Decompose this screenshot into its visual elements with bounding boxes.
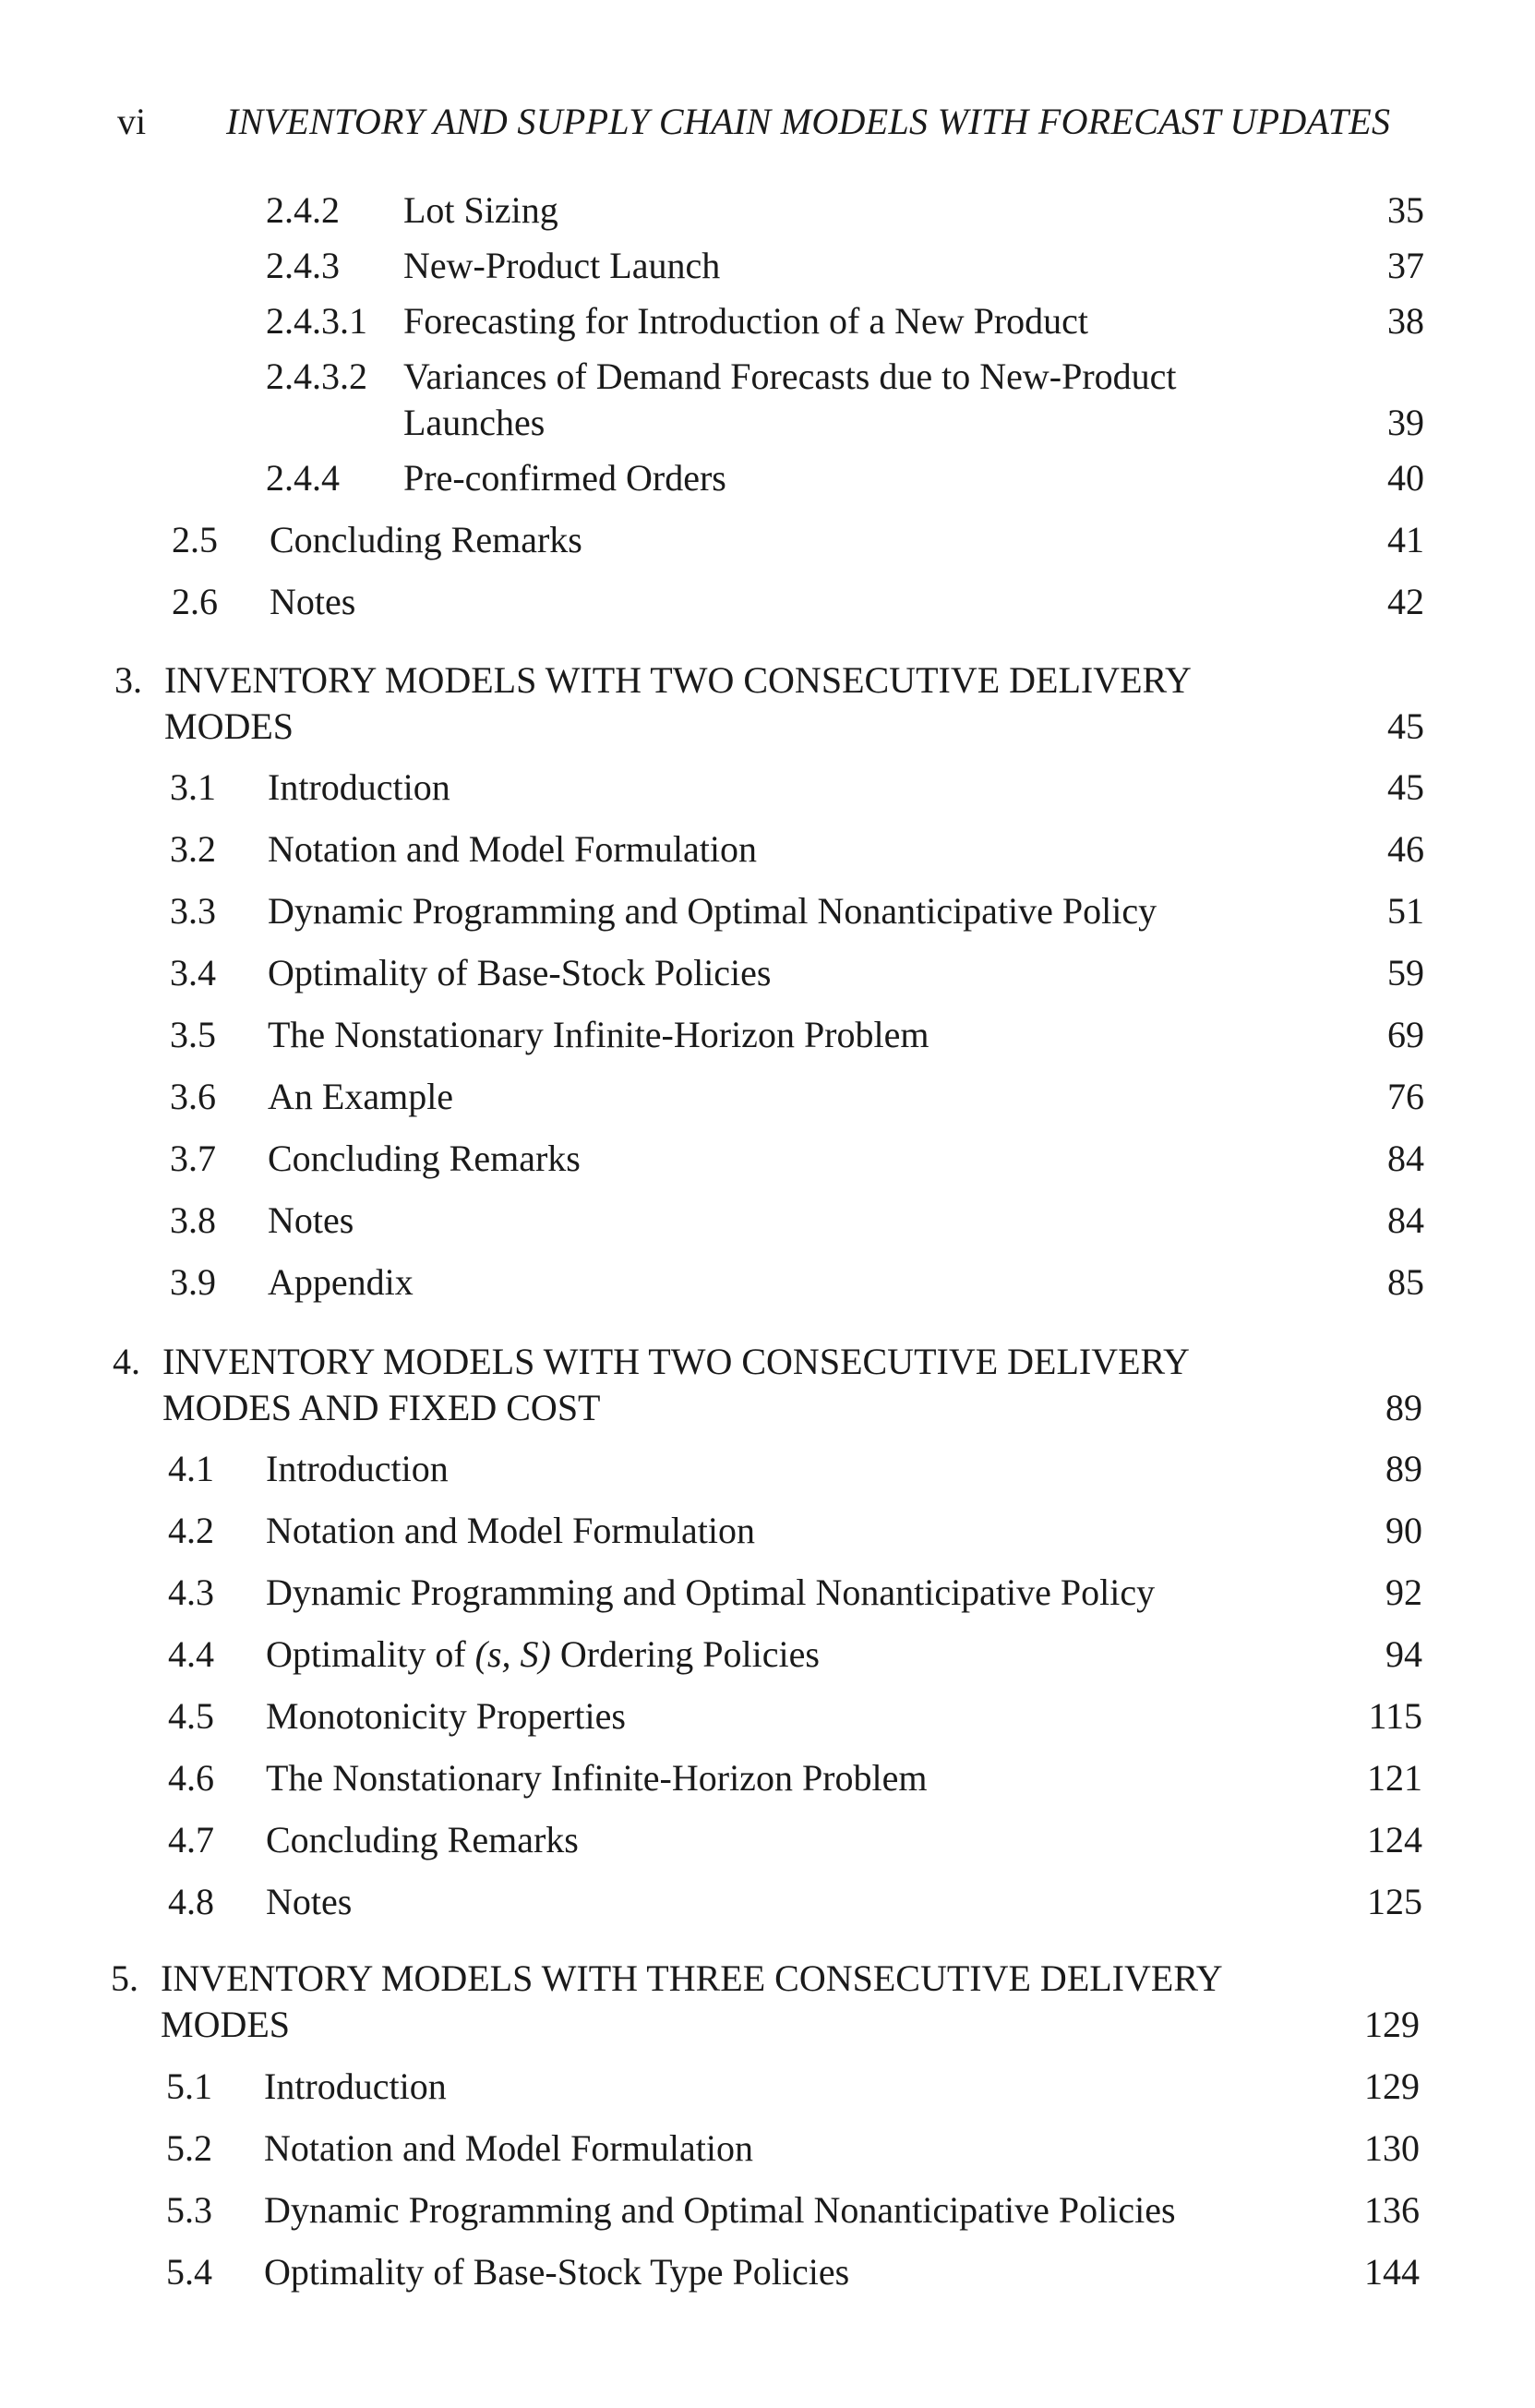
toc-entry-number: 4.5 xyxy=(168,1695,214,1737)
toc-entry-page: 45 xyxy=(1387,766,1424,808)
toc-entry-page: 89 xyxy=(1385,1448,1422,1489)
toc-entry-page: 76 xyxy=(1387,1076,1424,1117)
toc-entry-page: 41 xyxy=(1387,519,1424,560)
toc-entry-number: 4.7 xyxy=(168,1819,214,1860)
toc-entry-number: 4.2 xyxy=(168,1510,214,1551)
toc-entry-page: 59 xyxy=(1387,952,1424,993)
chapter-title-line1: INVENTORY MODELS WITH THREE CONSECUTIVE DELIVERY xyxy=(161,1957,1223,1999)
toc-entry-page: 69 xyxy=(1387,1014,1424,1055)
toc-entry-number: 4.6 xyxy=(168,1757,214,1799)
toc-entry-title: Dynamic Programming and Optimal Nonanticipative Policy xyxy=(268,890,1157,932)
toc-entry-title: Notation and Model Formulation xyxy=(268,828,757,870)
toc-entry-page: 94 xyxy=(1385,1633,1422,1675)
toc-entry-title: Notation and Model Formulation xyxy=(264,2127,753,2169)
toc-entry-number: 2.4.3.1 xyxy=(266,300,367,342)
toc-entry-page: 42 xyxy=(1387,581,1424,622)
toc-entry-title: Notes xyxy=(270,581,356,622)
toc-entry-number: 4.3 xyxy=(168,1571,214,1613)
running-title: INVENTORY AND SUPPLY CHAIN MODELS WITH FORECAST UPDATES xyxy=(226,101,1391,142)
toc-entry-title: The Nonstationary Infinite-Horizon Problem xyxy=(266,1757,928,1799)
chapter-title-line2: MODES xyxy=(161,2004,291,2045)
toc-entry-title: Introduction xyxy=(266,1448,449,1489)
toc-entry-page: 85 xyxy=(1387,1261,1424,1303)
toc-entry-title: The Nonstationary Infinite-Horizon Problem xyxy=(268,1014,929,1055)
toc-entry-page: 46 xyxy=(1387,828,1424,870)
toc-entry-page: 144 xyxy=(1364,2251,1420,2293)
toc-entry-page: 39 xyxy=(1387,402,1424,443)
toc-entry-title: Pre-confirmed Orders xyxy=(403,457,726,499)
toc-entry-title: Optimality of Base-Stock Policies xyxy=(268,952,772,993)
chapter-title-line1: INVENTORY MODELS WITH TWO CONSECUTIVE DELIVERY xyxy=(164,659,1192,701)
toc-entry-page: 115 xyxy=(1368,1695,1422,1737)
toc-entry-number: 2.4.4 xyxy=(266,457,340,499)
toc-entry-page: 35 xyxy=(1387,189,1424,231)
toc-entry-number: 3.2 xyxy=(170,828,216,870)
chapter-title-line2: MODES xyxy=(164,705,294,747)
toc-entry-page: 92 xyxy=(1385,1571,1422,1613)
toc-entry-title: Concluding Remarks xyxy=(266,1819,579,1860)
toc-entry-number: 2.5 xyxy=(172,519,218,560)
toc-entry-title-line1: Variances of Demand Forecasts due to New-Product xyxy=(403,355,1177,397)
page-number: vi xyxy=(117,101,147,142)
toc-entry-title: Notes xyxy=(266,1881,353,1922)
toc-entry-number: 5.3 xyxy=(166,2189,212,2231)
toc-entry-title-post: Ordering Policies xyxy=(550,1633,820,1675)
toc-entry-number: 3.4 xyxy=(170,952,216,993)
chapter-page: 129 xyxy=(1364,2004,1420,2045)
toc-entry-title: Dynamic Programming and Optimal Nonanticipative Policy xyxy=(266,1571,1156,1613)
toc-entry-title: Introduction xyxy=(268,766,450,808)
toc-entry-title: Monotonicity Properties xyxy=(266,1695,626,1737)
toc-entry-title: An Example xyxy=(268,1076,454,1117)
toc-entry-page: 125 xyxy=(1367,1881,1422,1922)
toc-entry-number: 3.9 xyxy=(170,1261,216,1303)
toc-entry-page: 121 xyxy=(1367,1757,1422,1799)
toc-entry-title: Concluding Remarks xyxy=(270,519,582,560)
toc-entry-title-line2: Launches xyxy=(403,402,546,443)
toc-entry-title: Introduction xyxy=(264,2065,447,2107)
toc-entry-number: 3.6 xyxy=(170,1076,216,1117)
chapter-number: 5. xyxy=(111,1957,138,1999)
toc-entry-number: 4.4 xyxy=(168,1633,214,1675)
toc-entry-title: Appendix xyxy=(268,1261,414,1303)
chapter-title-line1: INVENTORY MODELS WITH TWO CONSECUTIVE DELIVERY xyxy=(162,1341,1190,1382)
toc-entry-number: 2.4.3 xyxy=(266,245,340,286)
toc-entry-title: Optimality of Base-Stock Type Policies xyxy=(264,2251,850,2293)
toc-entry-title: Dynamic Programming and Optimal Nonanticipative Policies xyxy=(264,2189,1176,2231)
toc-entry-number: 5.4 xyxy=(166,2251,212,2293)
toc-entry-number: 5.2 xyxy=(166,2127,212,2169)
toc-entry-page: 84 xyxy=(1387,1199,1424,1241)
toc-entry-number: 3.3 xyxy=(170,890,216,932)
toc-entry-title: Lot Sizing xyxy=(403,189,558,231)
toc-entry-page: 124 xyxy=(1367,1819,1422,1860)
chapter-title-line2: MODES AND FIXED COST xyxy=(162,1387,601,1428)
toc-entry-page: 90 xyxy=(1385,1510,1422,1551)
toc-entry-title: Concluding Remarks xyxy=(268,1138,581,1179)
toc-entry-number: 2.6 xyxy=(172,581,218,622)
toc-entry-number: 2.4.3.2 xyxy=(266,355,367,397)
toc-entry-page: 38 xyxy=(1387,300,1424,342)
chapter-number: 3. xyxy=(114,659,142,701)
toc-entry-number: 3.1 xyxy=(170,766,216,808)
toc-entry-page: 51 xyxy=(1387,890,1424,932)
toc-entry-number: 3.5 xyxy=(170,1014,216,1055)
chapter-number: 4. xyxy=(113,1341,140,1382)
chapter-page: 45 xyxy=(1387,705,1424,747)
toc-entry-title: Forecasting for Introduction of a New Product xyxy=(403,300,1089,342)
toc-entry-number: 4.1 xyxy=(168,1448,214,1489)
toc-entry-title-pre: Optimality of xyxy=(266,1633,475,1675)
toc-entry-number: 4.8 xyxy=(168,1881,214,1922)
toc-entry-page: 37 xyxy=(1387,245,1424,286)
toc-entry-page: 84 xyxy=(1387,1138,1424,1179)
toc-entry-number: 3.8 xyxy=(170,1199,216,1241)
toc-entry-page: 129 xyxy=(1364,2065,1420,2107)
toc-entry-title: New-Product Launch xyxy=(403,245,721,286)
toc-entry-page: 136 xyxy=(1364,2189,1420,2231)
toc-entry-number: 3.7 xyxy=(170,1138,216,1179)
toc-entry-title xyxy=(266,1631,820,1678)
toc-entry-page: 40 xyxy=(1387,457,1424,499)
toc-entry-title: Notation and Model Formulation xyxy=(266,1510,755,1551)
toc-entry-title: Notes xyxy=(268,1199,354,1241)
toc-entry-title-math: (s, S) xyxy=(474,1633,551,1675)
toc-entry-page: 130 xyxy=(1364,2127,1420,2169)
chapter-page: 89 xyxy=(1385,1387,1422,1428)
toc-entry-number: 5.1 xyxy=(166,2065,212,2107)
toc-entry-number: 2.4.2 xyxy=(266,189,340,231)
